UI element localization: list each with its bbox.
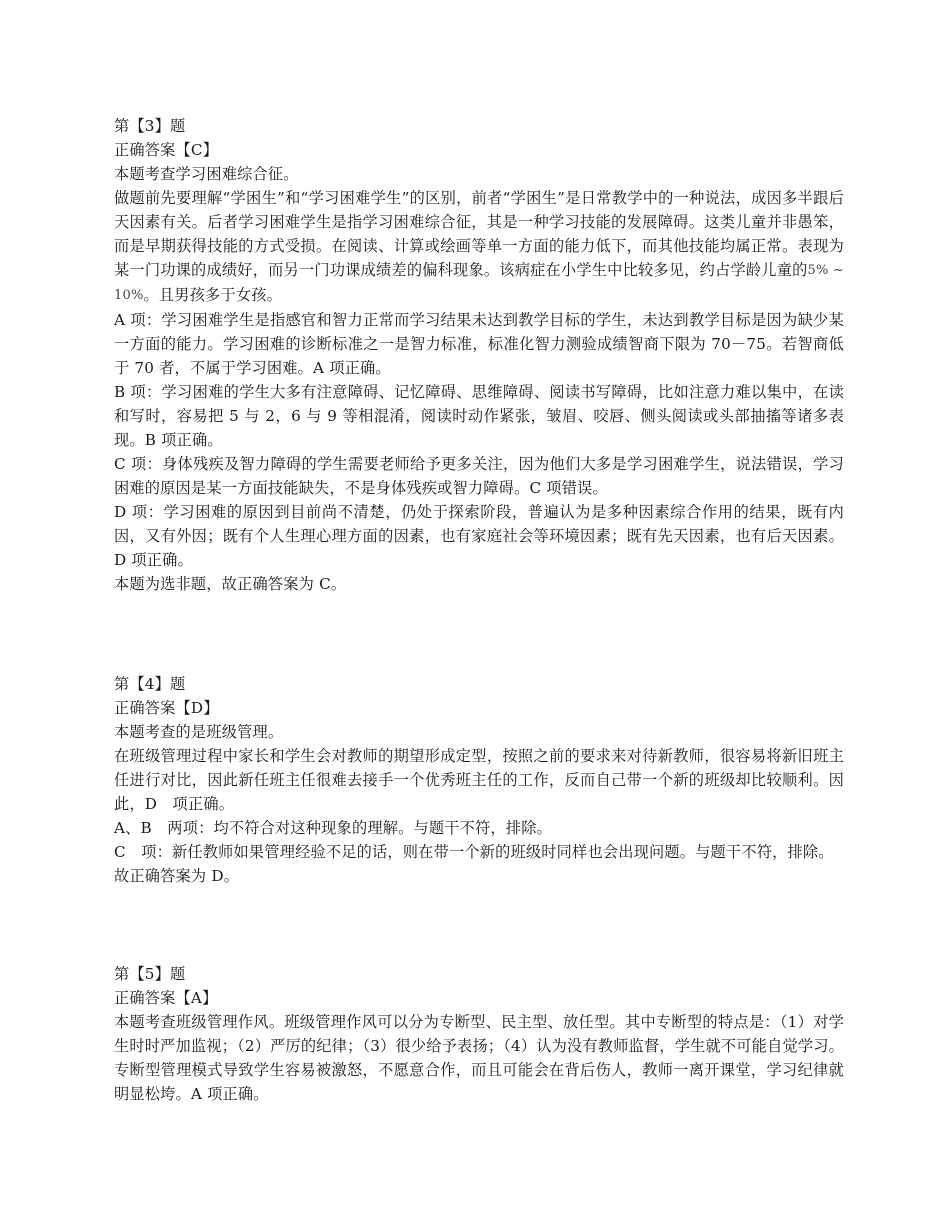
option-c-analysis: C 项：身体残疾及智力障碍的学生需要老师给予更多关注，因为他们大多是学习困难学生，说法错误，学习困难的原因是某一方面技能缺失，不是身体残疾或智力障碍。C 项错误。 xyxy=(114,455,844,497)
question-3 xyxy=(114,114,844,596)
question-title: 第【4】题 xyxy=(114,675,186,693)
option-ab-analysis: A、B 两项：均不符合对这种现象的理解。与题干不符，排除。 xyxy=(114,819,552,837)
answer-line: 正确答案【C】 xyxy=(114,141,219,159)
question-title: 第【3】题 xyxy=(114,117,186,135)
explanation-paragraph: 本题考查班级管理作风。班级管理作风可以分为专断型、民主型、放任型。其中专断型的特点是：（1）对学生时时严加监视；（2）严厉的纪律；（3）很少给予表扬；（4）认为没有教师监督，学生就不可能自觉学习。专断型管理模式导致学生容易被激怒，不愿意合作，而且可能会在背后伤人，教师一离开课堂，学习纪律就明显松垮。A 项正确。 xyxy=(114,1013,845,1103)
topic-line: 本题考查的是班级管理。 xyxy=(114,723,284,741)
option-d-analysis: D 项：学习困难的原因到目前尚不清楚，仍处于探索阶段，普遍认为是多种因素综合作用的结果，既有内因，又有外因；既有个人生理心理方面的因素，也有家庭社会等环境因素；既有先天因素，也有后天因素。D 项正确。 xyxy=(114,503,844,569)
explanation-paragraph xyxy=(114,186,844,308)
conclusion-line: 故正确答案为 D。 xyxy=(114,867,240,885)
explanation-text-end: 。且男孩多于女孩。 xyxy=(143,286,282,304)
option-c-analysis: C 项：新任教师如果管理经验不足的话，则在带一个新的班级时同样也会出现问题。与题干不符，排除。 xyxy=(114,843,834,861)
answer-line: 正确答案【D】 xyxy=(114,699,219,717)
option-b-analysis: B 项：学习困难的学生大多有注意障碍、记忆障碍、思维障碍、阅读书写障碍，比如注意力难以集中，在读和写时，容易把 5 与 2，6 与 9 等相混淆，阅读时动作紧张，皱眉、咬唇、侧头阅读或头部抽搐等诸多表现。B 项正确。 xyxy=(114,383,844,449)
question-4 xyxy=(114,672,844,888)
answer-line: 正确答案【A】 xyxy=(114,989,218,1007)
question-title: 第【5】题 xyxy=(114,965,186,983)
explanation-text: 做题前先要理解“学困生”和“学习困难学生”的区别，前者“学困生”是日常教学中的一种说法，成因多半跟后天因素有关。后者学习困难学生是指学习困难综合征，其是一种学习技能的发展障碍。这类儿童并非愚笨，而是早期获得技能的方式受损。在阅读、计算或绘画等单一方面的能力低下，而其他技能均属正常。表现为某一门功课的成绩好，而另一门功课成绩差的偏科现象。该病症在小学生中比较多见，约占学龄儿童的 xyxy=(114,189,844,279)
option-a-analysis: A 项：学习困难学生是指感官和智力正常而学习结果未达到教学目标的学生，未达到教学目标是因为缺少某一方面的能力。学习困难的诊断标准之一是智力标准，标准化智力测验成绩智商下限为 70－75。若智商低于 70 者，不属于学习困难。A 项正确。 xyxy=(114,311,844,377)
question-5 xyxy=(114,962,844,1106)
percent-range-formula: 5% ~ 10% xyxy=(114,263,845,303)
explanation-paragraph: 在班级管理过程中家长和学生会对教师的期望形成定型，按照之前的要求来对待新教师，很容易将新旧班主任进行对比，因此新任班主任很难去接手一个优秀班主任的工作，反而自己带一个新的班级却比较顺利。因此，D 项正确。 xyxy=(114,747,844,813)
conclusion-line: 本题为选非题，故正确答案为 C。 xyxy=(114,575,347,593)
topic-line: 本题考查学习困难综合征。 xyxy=(114,165,299,183)
